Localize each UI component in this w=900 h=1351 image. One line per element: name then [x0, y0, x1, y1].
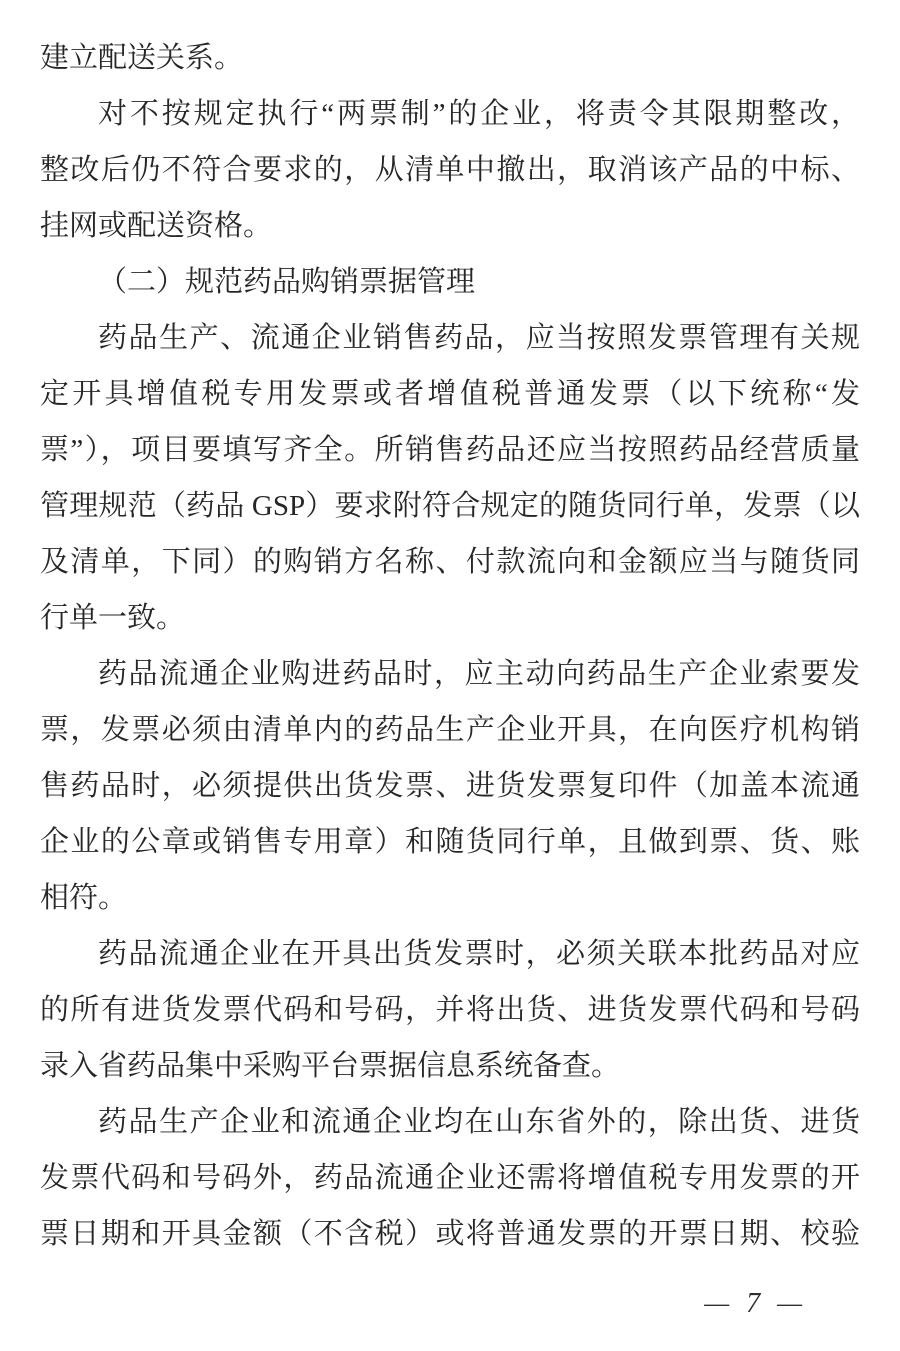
text-line: 售药品时，必须提供出货发票、进货发票复印件（加盖本流通	[40, 770, 860, 802]
text-line: 对不按规定执行“两票制”的企业，将责令其限期整改，	[98, 98, 860, 130]
text-line: 建立配送关系。	[40, 42, 244, 74]
text-line: 发票代码和号码外，药品流通企业还需将增值税专用发票的开	[40, 1162, 860, 1194]
text-line: 企业的公章或销售专用章）和随货同行单，且做到票、货、账	[40, 826, 860, 858]
text-line: 相符。	[40, 882, 128, 914]
text-line: 药品流通企业在开具出货发票时，必须关联本批药品对应	[98, 938, 860, 970]
text-line: 药品生产企业和流通企业均在山东省外的，除出货、进货	[98, 1106, 860, 1138]
text-line: 票日期和开具金额（不含税）或将普通发票的开票日期、校验	[40, 1218, 860, 1250]
section-heading: （二）规范药品购销票据管理	[98, 266, 476, 298]
text-line: 整改后仍不符合要求的，从清单中撤出，取消该产品的中标、	[40, 154, 860, 186]
page-number: — 7 —	[704, 1288, 807, 1319]
text-line: 的所有进货发票代码和号码，并将出货、进货发票代码和号码	[40, 994, 860, 1026]
text-line: 录入省药品集中采购平台票据信息系统备查。	[40, 1050, 621, 1082]
text-line: 管理规范（药品 GSP）要求附符合规定的随货同行单，发票（以	[40, 490, 860, 522]
text-line: 票”），项目要填写齐全。所销售药品还应当按照药品经营质量	[40, 434, 860, 466]
text-line: 定开具增值税专用发票或者增值税普通发票（以下统称“发	[40, 378, 860, 410]
text-line: 行单一致。	[40, 602, 186, 634]
text-line: 药品生产、流通企业销售药品，应当按照发票管理有关规	[98, 322, 860, 354]
text-line: 药品流通企业购进药品时，应主动向药品生产企业索要发	[98, 658, 860, 690]
text-line: 挂网或配送资格。	[40, 210, 273, 242]
text-line: 票，发票必须由清单内的药品生产企业开具，在向医疗机构销	[40, 714, 860, 746]
text-line: 及清单，下同）的购销方名称、付款流向和金额应当与随货同	[40, 546, 860, 578]
